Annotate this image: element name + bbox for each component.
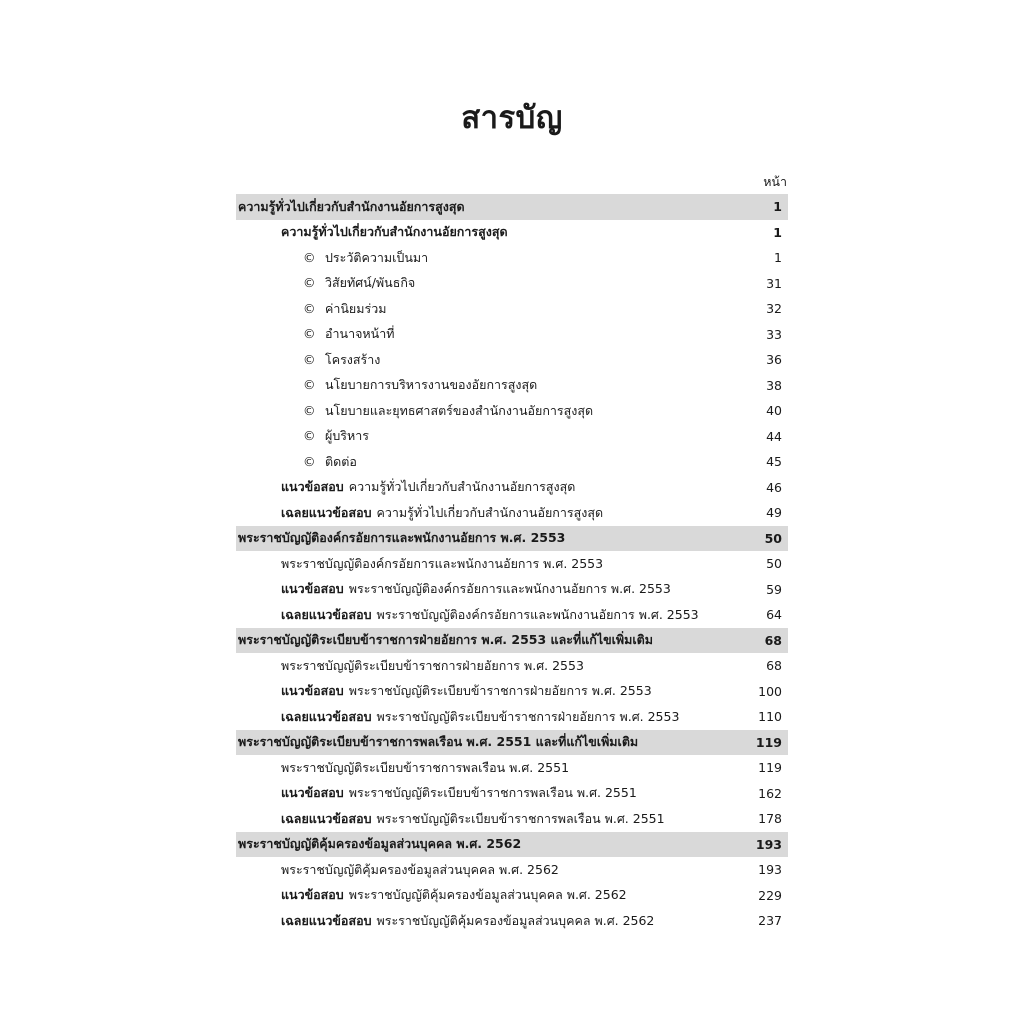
bullet-icon: ©	[303, 351, 316, 367]
toc-entry-label	[281, 656, 732, 676]
toc-entry-label	[281, 885, 732, 905]
toc-entry-row	[236, 704, 788, 730]
toc-entry-row	[236, 781, 788, 807]
toc-entry-text: อำนาจหน้าที่	[325, 326, 395, 342]
toc-entry-label	[281, 579, 732, 599]
toc-entry-prefix: แนวข้อสอบ	[281, 887, 344, 903]
toc-entry-row	[236, 271, 788, 297]
bullet-icon: ©	[303, 377, 316, 393]
toc-entry-row	[236, 653, 788, 679]
toc-entry-text: พระราชบัญญัติระเบียบข้าราชการพลเรือน พ.ศ. 2551 และที่แก้ไขเพิ่มเติม	[238, 734, 639, 750]
toc-entry-row	[236, 475, 788, 501]
toc-entry-text: ความรู้ทั่วไปเกี่ยวกับสำนักงานอัยการสูงสุด	[376, 504, 604, 520]
toc-page-number: 40	[766, 403, 782, 419]
toc-page-number: 100	[758, 683, 782, 699]
toc-entry-label	[303, 248, 732, 268]
table-of-contents	[236, 194, 788, 934]
toc-entry-row	[236, 373, 788, 399]
toc-entry-label	[281, 681, 732, 701]
toc-entry-label	[303, 273, 732, 293]
toc-page-number: 45	[766, 454, 782, 470]
toc-entry-label	[281, 503, 732, 523]
toc-entry-text: พระราชบัญญัติคุ้มครองข้อมูลส่วนบุคคล พ.ศ. 2562	[238, 836, 522, 852]
page-title: สารบัญ	[461, 100, 563, 136]
toc-entry-prefix: เฉลยแนวข้อสอบ	[281, 606, 372, 622]
toc-page-number: 162	[758, 785, 782, 801]
toc-page-number: 237	[758, 913, 782, 929]
toc-page-number: 1	[773, 224, 782, 240]
toc-entry-label	[281, 554, 732, 574]
toc-entry-text: พระราชบัญญัติระเบียบข้าราชการพลเรือน พ.ศ. 2551	[376, 810, 665, 826]
toc-entry-label	[281, 222, 732, 242]
toc-entry-label	[303, 350, 732, 370]
bullet-icon: ©	[303, 428, 316, 444]
toc-entry-text: พระราชบัญญัติองค์กรอัยการและพนักงานอัยการ พ.ศ. 2553	[348, 581, 671, 597]
toc-page-number: 1	[773, 199, 782, 215]
toc-entry-row	[236, 245, 788, 271]
toc-entry-prefix: แนวข้อสอบ	[281, 785, 344, 801]
toc-page-number: 50	[766, 556, 782, 572]
toc-page-number: 68	[766, 658, 782, 674]
toc-entry-prefix: เฉลยแนวข้อสอบ	[281, 810, 372, 826]
toc-entry-label	[303, 324, 732, 344]
toc-page-number: 119	[758, 760, 782, 776]
toc-page-number: 68	[764, 632, 782, 648]
toc-page-number: 229	[758, 887, 782, 903]
bullet-icon: ©	[303, 249, 316, 265]
toc-page-number: 31	[766, 275, 782, 291]
toc-entry-prefix: แนวข้อสอบ	[281, 683, 344, 699]
toc-entry-text: โครงสร้าง	[325, 351, 381, 367]
toc-entry-label	[281, 477, 732, 497]
toc-page-number: 50	[764, 530, 782, 546]
toc-entry-label	[281, 707, 732, 727]
toc-entry-text: วิสัยทัศน์/พันธกิจ	[325, 275, 416, 291]
toc-entry-label	[238, 834, 732, 854]
toc-entry-text: พระราชบัญญัติระเบียบข้าราชการฝ่ายอัยการ พ.ศ. 2553	[281, 657, 584, 673]
toc-page-number: 1	[774, 250, 782, 266]
toc-entry-prefix: เฉลยแนวข้อสอบ	[281, 504, 372, 520]
toc-entry-row	[236, 602, 788, 628]
toc-entry-text: ประวัติความเป็นมา	[325, 249, 429, 265]
toc-entry-row	[236, 806, 788, 832]
toc-entry-label	[238, 528, 732, 548]
toc-entry-label	[281, 809, 732, 829]
toc-entry-label	[281, 860, 732, 880]
toc-section-row	[236, 628, 788, 654]
toc-entry-label	[303, 299, 732, 319]
toc-entry-row	[236, 220, 788, 246]
toc-entry-text: พระราชบัญญัติคุ้มครองข้อมูลส่วนบุคคล พ.ศ. 2562	[348, 887, 627, 903]
toc-entry-row	[236, 679, 788, 705]
toc-page-number: 193	[755, 836, 782, 852]
toc-entry-label	[303, 426, 732, 446]
toc-section-row	[236, 526, 788, 552]
toc-entry-label	[238, 630, 732, 650]
toc-entry-text: ผู้บริหาร	[325, 428, 369, 444]
toc-page-number: 119	[755, 734, 782, 750]
toc-entry-prefix: เฉลยแนวข้อสอบ	[281, 912, 372, 928]
bullet-icon: ©	[303, 326, 316, 342]
toc-entry-label	[238, 197, 732, 217]
toc-entry-label	[281, 605, 732, 625]
toc-entry-text: ความรู้ทั่วไปเกี่ยวกับสำนักงานอัยการสูงสุด	[281, 224, 508, 240]
bullet-icon: ©	[303, 453, 316, 469]
toc-entry-text: พระราชบัญญัติองค์กรอัยการและพนักงานอัยการ พ.ศ. 2553	[376, 606, 699, 622]
toc-entry-row	[236, 296, 788, 322]
toc-entry-label	[303, 375, 732, 395]
toc-page-number: 36	[766, 352, 782, 368]
toc-page-number: 33	[766, 326, 782, 342]
toc-page-number: 38	[766, 377, 782, 393]
toc-entry-text: พระราชบัญญัติระเบียบข้าราชการฝ่ายอัยการ พ.ศ. 2553	[348, 683, 652, 699]
toc-entry-row	[236, 500, 788, 526]
toc-page-number: 64	[766, 607, 782, 623]
toc-entry-text: ความรู้ทั่วไปเกี่ยวกับสำนักงานอัยการสูงสุด	[238, 198, 465, 214]
toc-entry-row	[236, 398, 788, 424]
toc-entry-text: ความรู้ทั่วไปเกี่ยวกับสำนักงานอัยการสูงสุด	[348, 479, 576, 495]
toc-entry-text: พระราชบัญญัติระเบียบข้าราชการพลเรือน พ.ศ. 2551	[281, 759, 570, 775]
toc-entry-text: พระราชบัญญัติระเบียบข้าราชการพลเรือน พ.ศ. 2551	[348, 785, 637, 801]
toc-page-number: 193	[758, 862, 782, 878]
toc-entry-row	[236, 883, 788, 909]
toc-entry-label	[281, 783, 732, 803]
toc-entry-row	[236, 577, 788, 603]
toc-entry-label	[303, 452, 732, 472]
toc-entry-text: ติดต่อ	[325, 453, 357, 469]
bullet-icon: ©	[303, 275, 316, 291]
toc-page-number: 110	[758, 709, 782, 725]
toc-entry-row	[236, 857, 788, 883]
toc-entry-text: ค่านิยมร่วม	[325, 300, 387, 316]
toc-entry-prefix: แนวข้อสอบ	[281, 479, 344, 495]
toc-entry-text: พระราชบัญญัติระเบียบข้าราชการฝ่ายอัยการ พ.ศ. 2553 และที่แก้ไขเพิ่มเติม	[238, 632, 654, 648]
page-column-header: หน้า	[763, 174, 787, 189]
toc-section-row	[236, 730, 788, 756]
toc-page-number: 59	[766, 581, 782, 597]
toc-entry-text: นโยบายการบริหารงานของอัยการสูงสุด	[325, 377, 538, 393]
toc-entry-label	[281, 911, 732, 931]
toc-entry-row	[236, 551, 788, 577]
toc-entry-text: พระราชบัญญัติระเบียบข้าราชการฝ่ายอัยการ พ.ศ. 2553	[376, 708, 680, 724]
toc-entry-text: พระราชบัญญัติคุ้มครองข้อมูลส่วนบุคคล พ.ศ. 2562	[281, 861, 559, 877]
toc-section-row	[236, 194, 788, 220]
toc-entry-row	[236, 449, 788, 475]
toc-page-number: 49	[766, 505, 782, 521]
toc-entry-row	[236, 424, 788, 450]
toc-entry-prefix: เฉลยแนวข้อสอบ	[281, 708, 372, 724]
toc-entry-row	[236, 347, 788, 373]
toc-page-number: 178	[758, 811, 782, 827]
toc-entry-text: พระราชบัญญัติองค์กรอัยการและพนักงานอัยการ พ.ศ. 2553	[281, 555, 604, 571]
bullet-icon: ©	[303, 402, 316, 418]
toc-page-number: 46	[766, 479, 782, 495]
toc-entry-row	[236, 908, 788, 934]
toc-entry-row	[236, 755, 788, 781]
toc-entry-label	[238, 732, 732, 752]
toc-entry-row	[236, 322, 788, 348]
bullet-icon: ©	[303, 300, 316, 316]
toc-entry-prefix: แนวข้อสอบ	[281, 581, 344, 597]
toc-section-row	[236, 832, 788, 858]
toc-entry-text: พระราชบัญญัติองค์กรอัยการและพนักงานอัยการ พ.ศ. 2553	[238, 530, 566, 546]
toc-page-number: 32	[766, 301, 782, 317]
toc-entry-label	[281, 758, 732, 778]
toc-page-number: 44	[766, 428, 782, 444]
toc-entry-text: นโยบายและยุทธศาสตร์ของสำนักงานอัยการสูงสุด	[325, 402, 594, 418]
toc-entry-text: พระราชบัญญัติคุ้มครองข้อมูลส่วนบุคคล พ.ศ. 2562	[376, 912, 655, 928]
toc-entry-label	[303, 401, 732, 421]
